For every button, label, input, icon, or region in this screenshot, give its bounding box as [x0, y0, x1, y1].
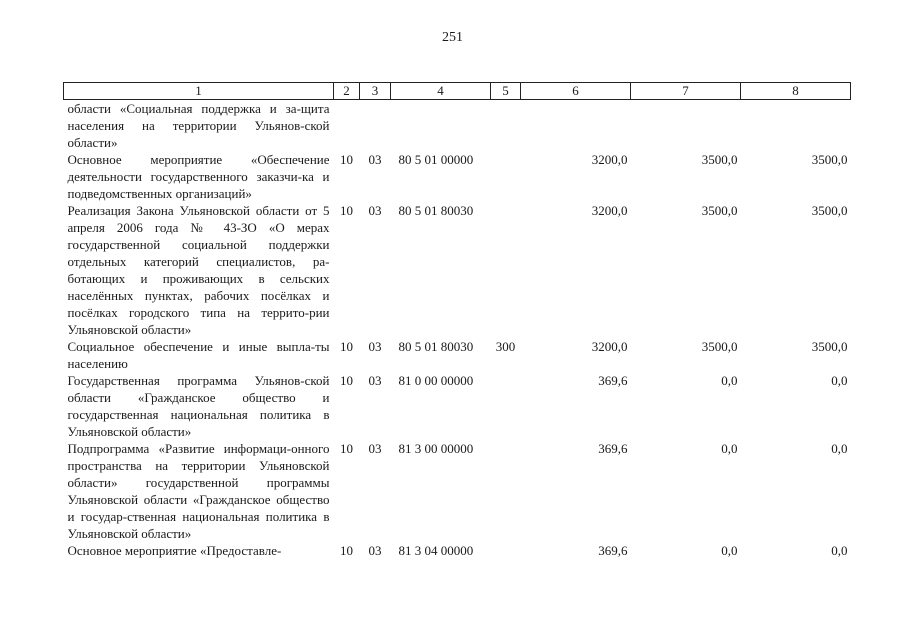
row-amount-3: 3500,0 [811, 152, 848, 167]
row-section [334, 100, 360, 152]
row-amount-3 [741, 100, 851, 152]
row-expense-type [491, 542, 521, 559]
row-section: 10 [340, 373, 353, 388]
row-expense-type [491, 440, 521, 542]
row-name: Государственная программа Ульянов-ской области «Гражданское общество и государственная национальная политика в Ульяновской области» [67, 373, 330, 439]
row-amount-2: 0,0 [721, 543, 738, 558]
row-expense-type: 300 [495, 339, 516, 354]
header-col-6: 6 [521, 83, 631, 100]
table-row [64, 440, 851, 542]
row-expense-type [491, 100, 521, 152]
budget-table [63, 82, 851, 559]
table-row [64, 151, 851, 202]
row-amount-3: 3500,0 [811, 203, 848, 218]
row-amount-3: 0,0 [831, 543, 848, 558]
row-amount-3: 3500,0 [811, 339, 848, 354]
row-name: области «Социальная поддержка и за-щита населения на территории Ульянов-ской области» [67, 101, 330, 150]
row-amount-3: 0,0 [831, 441, 848, 456]
row-name: Основное мероприятие «Обеспечение деятельности государственного заказчи-ка и подведомственных организаций» [67, 152, 330, 201]
row-target-code [391, 100, 491, 152]
header-col-1: 1 [64, 83, 334, 100]
header-col-3: 3 [360, 83, 391, 100]
row-target-code: 81 0 00 00000 [398, 373, 474, 388]
row-target-code: 80 5 01 80030 [398, 339, 474, 354]
row-amount-2: 3500,0 [701, 152, 738, 167]
row-target-code: 80 5 01 00000 [398, 152, 474, 167]
row-subsection: 03 [368, 373, 382, 388]
row-subsection: 03 [368, 543, 382, 558]
row-section: 10 [340, 152, 353, 167]
row-expense-type [491, 372, 521, 440]
row-amount-2: 3500,0 [701, 203, 738, 218]
row-expense-type [491, 202, 521, 338]
row-amount-1: 369,6 [598, 373, 628, 388]
row-name: Реализация Закона Ульяновской области от 5 апреля 2006 года № 43-ЗО «О мерах государственной социальной поддержки отдельных категорий специалистов, ра-ботающих и проживающих в сельских населённых пунктах, рабочих посёлках и посёлках городского типа на террито-рии Ульяновской области» [67, 203, 330, 337]
row-target-code: 81 3 00 00000 [398, 441, 474, 456]
row-amount-1: 3200,0 [591, 339, 628, 354]
row-name: Социальное обеспечение и иные выпла-ты населению [67, 339, 330, 371]
row-amount-1: 369,6 [598, 441, 628, 456]
row-section: 10 [340, 441, 353, 456]
row-amount-1: 369,6 [598, 543, 628, 558]
row-section: 10 [340, 203, 353, 218]
row-expense-type [491, 151, 521, 202]
row-name: Основное мероприятие «Предоставле- [67, 543, 282, 558]
row-target-code: 81 3 04 00000 [398, 543, 474, 558]
row-target-code: 80 5 01 80030 [398, 203, 474, 218]
row-amount-1: 3200,0 [591, 203, 628, 218]
row-subsection: 03 [368, 441, 382, 456]
row-section: 10 [340, 339, 353, 354]
header-col-5: 5 [491, 83, 521, 100]
row-subsection [360, 100, 391, 152]
row-amount-2 [631, 100, 741, 152]
table-row [64, 542, 851, 559]
row-amount-3: 0,0 [831, 373, 848, 388]
table-row [64, 372, 851, 440]
page-number: 251 [442, 30, 463, 45]
header-col-4: 4 [391, 83, 491, 100]
row-subsection: 03 [368, 152, 382, 167]
header-col-2: 2 [334, 83, 360, 100]
row-amount-2: 0,0 [721, 441, 738, 456]
row-subsection: 03 [368, 339, 382, 354]
row-amount-1: 3200,0 [591, 152, 628, 167]
header-row [64, 83, 851, 100]
header-col-8: 8 [741, 83, 851, 100]
header-col-7: 7 [631, 83, 741, 100]
row-amount-2: 3500,0 [701, 339, 738, 354]
row-subsection: 03 [368, 203, 382, 218]
table-row [64, 338, 851, 372]
table-row [64, 202, 851, 338]
table-row [64, 100, 851, 152]
row-name: Подпрограмма «Развитие информаци-онного пространства на территории Ульяновской области» государственной программы Ульяновской области «Гражданское общество и государ-ственная национальная политика в Ульяновской области» [67, 441, 330, 541]
row-section: 10 [340, 543, 353, 558]
row-amount-2: 0,0 [721, 373, 738, 388]
row-amount-1 [521, 100, 631, 152]
